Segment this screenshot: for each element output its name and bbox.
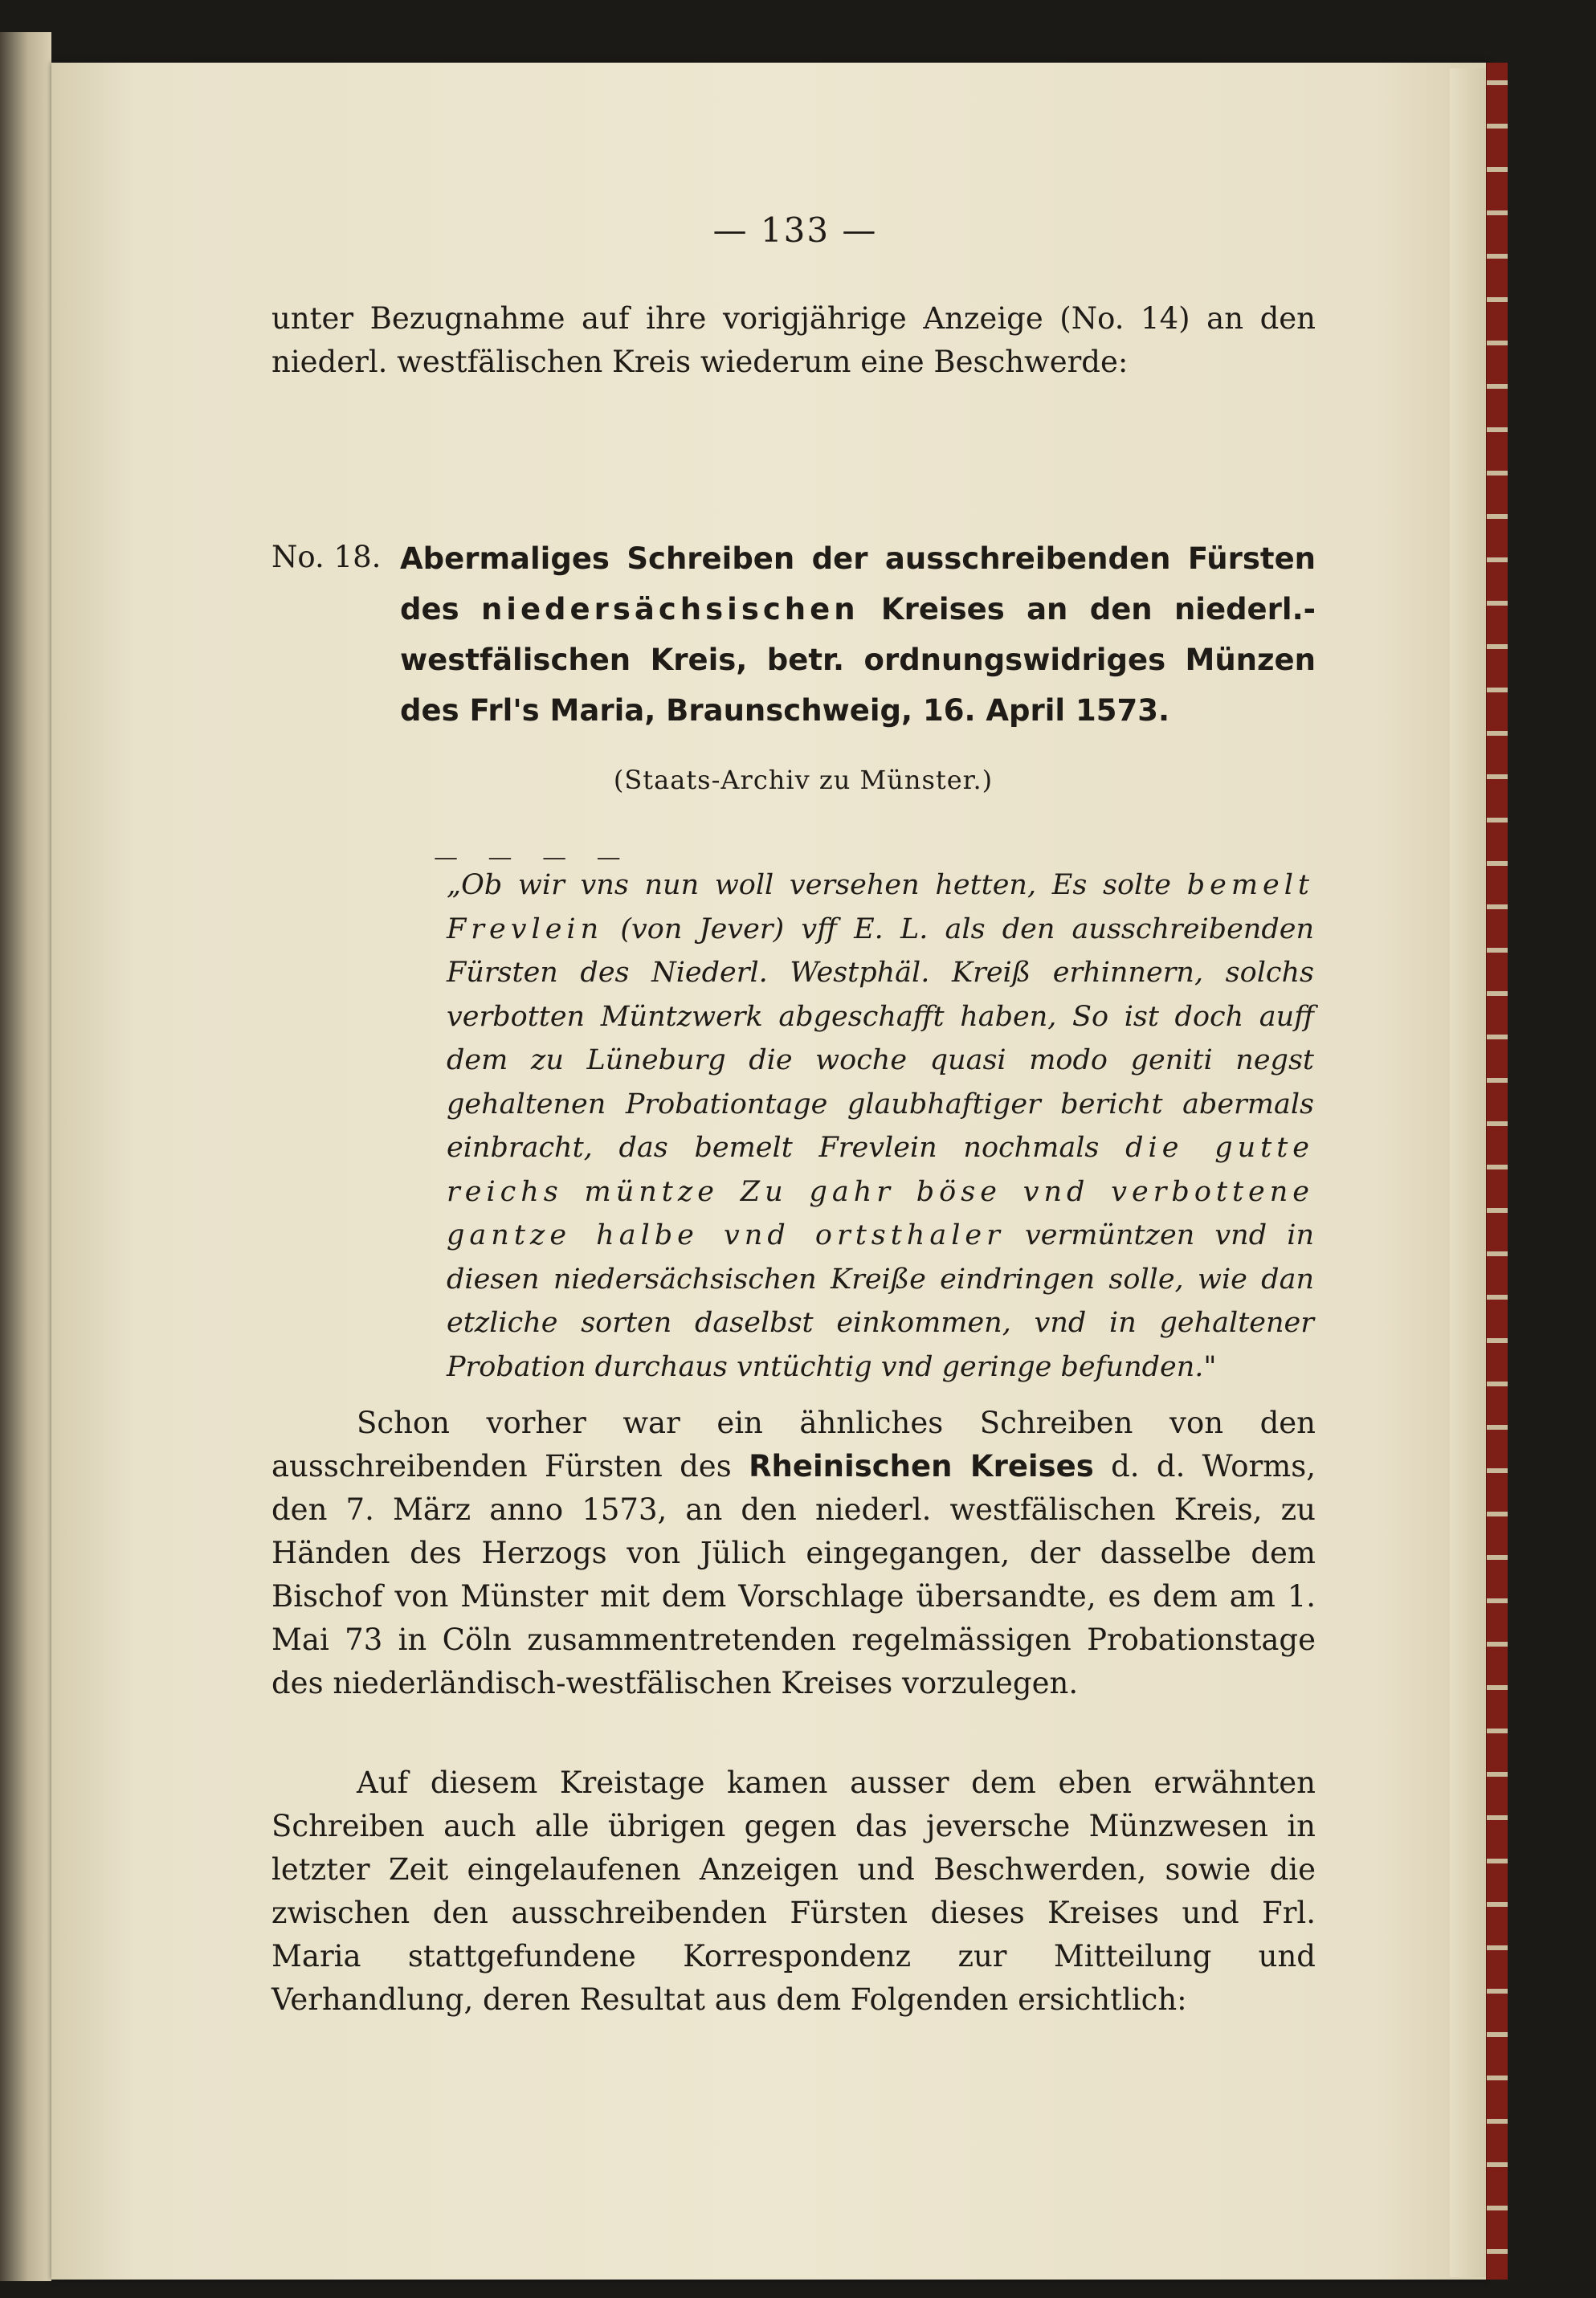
intro-text: unter Bezugnahme auf ihre vorigjährige Anzeige (No. 14) an den niederl. westfälischen Kreis wiederum eine Beschwerde:: [271, 301, 1316, 379]
scan-left-margin: [0, 32, 51, 2281]
heading-part-a: Abermaliges Schreiben der ausschreibenden Fürsten des: [400, 541, 1316, 627]
separator-dashes: — — — —: [434, 843, 632, 871]
heading-spaced-word: niedersächsischen: [480, 592, 859, 627]
quote-spaced-1: bemelt Frevlein: [447, 869, 1314, 945]
p2-text: Auf diesem Kreistage kamen ausser dem eben erwähnten Schreiben auch alle übrigen gegen das jeversche Münzwesen in letzter Zeit eingelaufenen Anzeigen und Beschwerden, sowie die zwischen den ausschreibenden Fürsten dieses Kreises und Frl. Maria stattgefundene Korrespondenz zur Mitteilung und Verhandlung, deren Resultat aus dem Folgenden ersichtlich:: [271, 1765, 1316, 2017]
quote-part-c: (von Jever) vff E. L. als den ausschreibenden Fürsten des Niederl. Westphäl. Kreiß erhinnern, solchs verbotten Müntzwerk abgeschafft haben, So ist doch auff dem zu Lüneburg die woche quasi modo geniti negst gehaltenen Probationtage glaubhaftiger bericht abermals einbracht, das bemelt Frevlein nochmals: [447, 912, 1314, 1164]
p1-text-a: Schon vorher war ein ähnliches Schreiben von den ausschreibenden Fürsten des: [271, 1406, 1316, 1484]
quote-part-a: „Ob wir vns nun woll versehen hetten, Es solte: [447, 869, 1172, 901]
quoted-letter: [447, 863, 1314, 1389]
p1-text-b: d. d. Worms, den 7. März anno 1573, an den niederl. westfälischen Kreis, zu Händen des Herzogs von Jülich eingegangen, der dasselbe dem Bischof von Münster mit dem Vorschlage übersandte, es dem am 1. Mai 73 in Cöln zusammentretenden regelmässigen Probationstage des niederländisch-westfälischen Kreises vorzulegen.: [271, 1449, 1316, 1700]
document-number: No. 18.: [271, 540, 382, 574]
intro-paragraph: [271, 297, 1316, 384]
paragraph-1: [271, 1402, 1316, 1705]
quote-spaced-2: die gutte reichs müntze Zu gahr böse vnd verbottene gantze halbe vnd ortsthaler: [447, 1132, 1314, 1251]
paragraph-2: [271, 1761, 1316, 2022]
page-number: — 133 —: [712, 210, 878, 250]
page-right-edge: [1450, 68, 1490, 2277]
p1-bold-term: Rheinischen Kreises: [749, 1449, 1094, 1484]
red-book-edge: [1486, 63, 1508, 2280]
document-heading: [400, 533, 1316, 736]
quote-part-d: vermüntzen vnd in diesen niedersächsischen Kreiße eindringen solle, wie dan etzliche sorten daselbst einkommen, vnd in gehaltener Probation durchaus vntüchtig vnd geringe befunden.": [447, 1219, 1314, 1383]
heading-part-b: Kreises an den niederl.-westfälischen Kreis, betr. ordnungswidriges Münzen des Frl's Maria, Braunschweig, 16. April 1573.: [400, 592, 1316, 728]
archive-source: (Staats-Archiv zu Münster.): [613, 765, 994, 795]
